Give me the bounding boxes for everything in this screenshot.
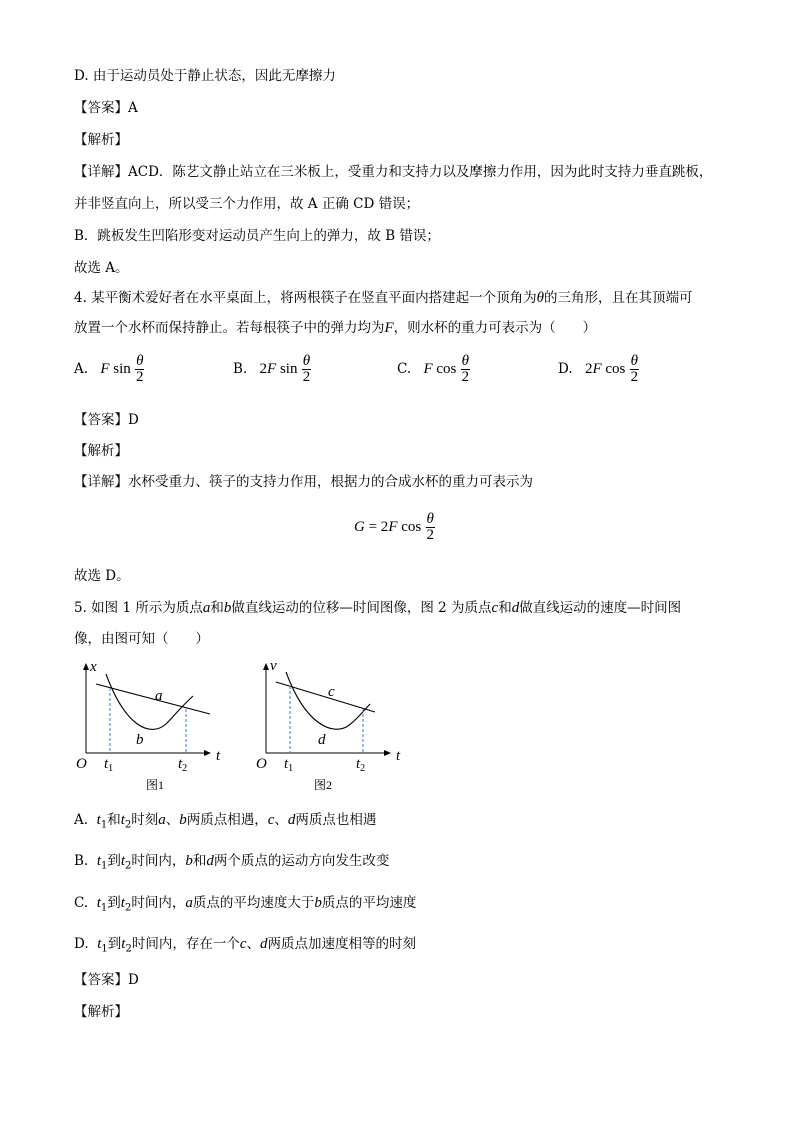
- y-axis-label: v: [270, 658, 277, 674]
- answer-value: A: [128, 100, 138, 116]
- x-axis-label: t: [216, 748, 221, 764]
- q3-answer: [74, 98, 138, 118]
- origin-label: O: [76, 756, 87, 772]
- curve-b-label: b: [136, 732, 144, 748]
- line-a-label: a: [155, 688, 163, 704]
- answer-tag: 【答案】: [74, 972, 128, 988]
- t1-label: $t_1$: [284, 756, 294, 774]
- option-letter: A.: [74, 361, 89, 377]
- fraction: $\frac{\theta}{2}$: [426, 511, 434, 543]
- q5-option-a: A. $t_1$和$t_2$时刻a、b两质点相遇，c、d两质点也相遇: [74, 812, 377, 831]
- q5-answer: [74, 970, 139, 990]
- q5-stem-1: 5. 如图 1 所示为质点a和b做直线运动的位移—时间图像，图 2 为质点c和d做直线运动的速度—时间图: [74, 600, 682, 616]
- y-axis-label: x: [90, 659, 97, 675]
- figure-1: [70, 656, 240, 796]
- t1-label: $t_1$: [104, 756, 114, 774]
- line-a: [96, 684, 210, 714]
- q4-option-c: C. F cos $\frac{\theta}{2}$: [397, 353, 470, 385]
- t2-label: $t_2$: [356, 756, 366, 774]
- q3-detail-2: 并非竖直向上，所以受三个力作用，故 A 正确 CD 错误；: [74, 196, 420, 212]
- q4-stem-2: 放置一个水杯而保持静止。若每根筷子中的弹力均为F，则水杯的重力可表示为（ ）: [74, 320, 597, 336]
- fraction: $\frac{\theta}{2}$: [136, 353, 144, 385]
- option-letter: C.: [397, 361, 412, 377]
- figure-2-caption: 图2: [314, 778, 333, 792]
- curve-d-label: d: [318, 732, 326, 748]
- q4-answer: [74, 410, 139, 430]
- answer-value: D: [128, 412, 139, 428]
- line-c: [276, 682, 375, 712]
- q4-formula: G = 2F cos $\frac{\theta}{2}$: [354, 511, 434, 543]
- detail-tag: 【详解】: [74, 474, 128, 490]
- option-letter: B.: [233, 361, 248, 377]
- q5-option-b: B. $t_1$到$t_2$时间内，b和d两个质点的运动方向发生改变: [74, 853, 390, 872]
- x-axis-label: t: [396, 748, 401, 764]
- option-letter: D.: [558, 361, 573, 377]
- answer-tag: 【答案】: [74, 100, 128, 116]
- curve-d: [286, 672, 370, 729]
- q5-option-c: C. $t_1$到$t_2$时间内，a质点的平均速度大于b质点的平均速度: [74, 895, 417, 914]
- fraction: $\frac{\theta}{2}$: [630, 353, 639, 385]
- q4-stem-1: 4. 某平衡术爱好者在水平桌面上，将两根筷子在竖直平面内搭建起一个顶角为θ的三角形，且在其顶端可: [74, 290, 693, 306]
- q5-option-d: D. $t_1$到$t_2$时间内，存在一个c、d两质点加速度相等的时刻: [74, 936, 416, 955]
- figure-2: [250, 656, 420, 796]
- answer-tag: 【答案】: [74, 412, 128, 428]
- q3-analysis-tag: 【解析】: [74, 132, 128, 148]
- figure-1-caption: 图1: [146, 778, 165, 792]
- q4-option-d: D. 2F cos $\frac{\theta}{2}$: [558, 353, 639, 385]
- q3-option-d: D. 由于运动员处于静止状态，因此无摩擦力: [74, 68, 336, 84]
- q5-stem-2: 像，由图可知（ ）: [74, 631, 209, 647]
- q3-detail-1: 【详解】ACD．陈艺文静止站立在三米板上，受重力和支持力以及摩擦力作用，因为此时支持力垂直跳板，: [74, 164, 713, 180]
- t2-label: $t_2$: [178, 756, 188, 774]
- q4-analysis-tag: 【解析】: [74, 443, 128, 459]
- curve-b: [106, 674, 193, 729]
- q3-conclusion: 故选 A。: [74, 260, 129, 276]
- line-c-label: c: [328, 684, 335, 700]
- fraction: $\frac{\theta}{2}$: [302, 353, 311, 385]
- q4-option-b: B. 2F sin $\frac{\theta}{2}$: [233, 353, 311, 385]
- q4-conclusion: 故选 D。: [74, 568, 130, 584]
- origin-label: O: [256, 756, 267, 772]
- answer-value: D: [128, 972, 139, 988]
- q3-detail-3: B．跳板发生凹陷形变对运动员产生向上的弹力，故 B 错误；: [74, 228, 440, 244]
- detail-tag: 【详解】: [74, 164, 128, 180]
- q4-detail: 【详解】水杯受重力、筷子的支持力作用，根据力的合成水杯的重力可表示为: [74, 474, 533, 490]
- fraction: $\frac{\theta}{2}$: [461, 353, 470, 385]
- q5-analysis-tag: 【解析】: [74, 1004, 128, 1020]
- q4-option-a: A. F sin $\frac{\theta}{2}$: [74, 353, 144, 385]
